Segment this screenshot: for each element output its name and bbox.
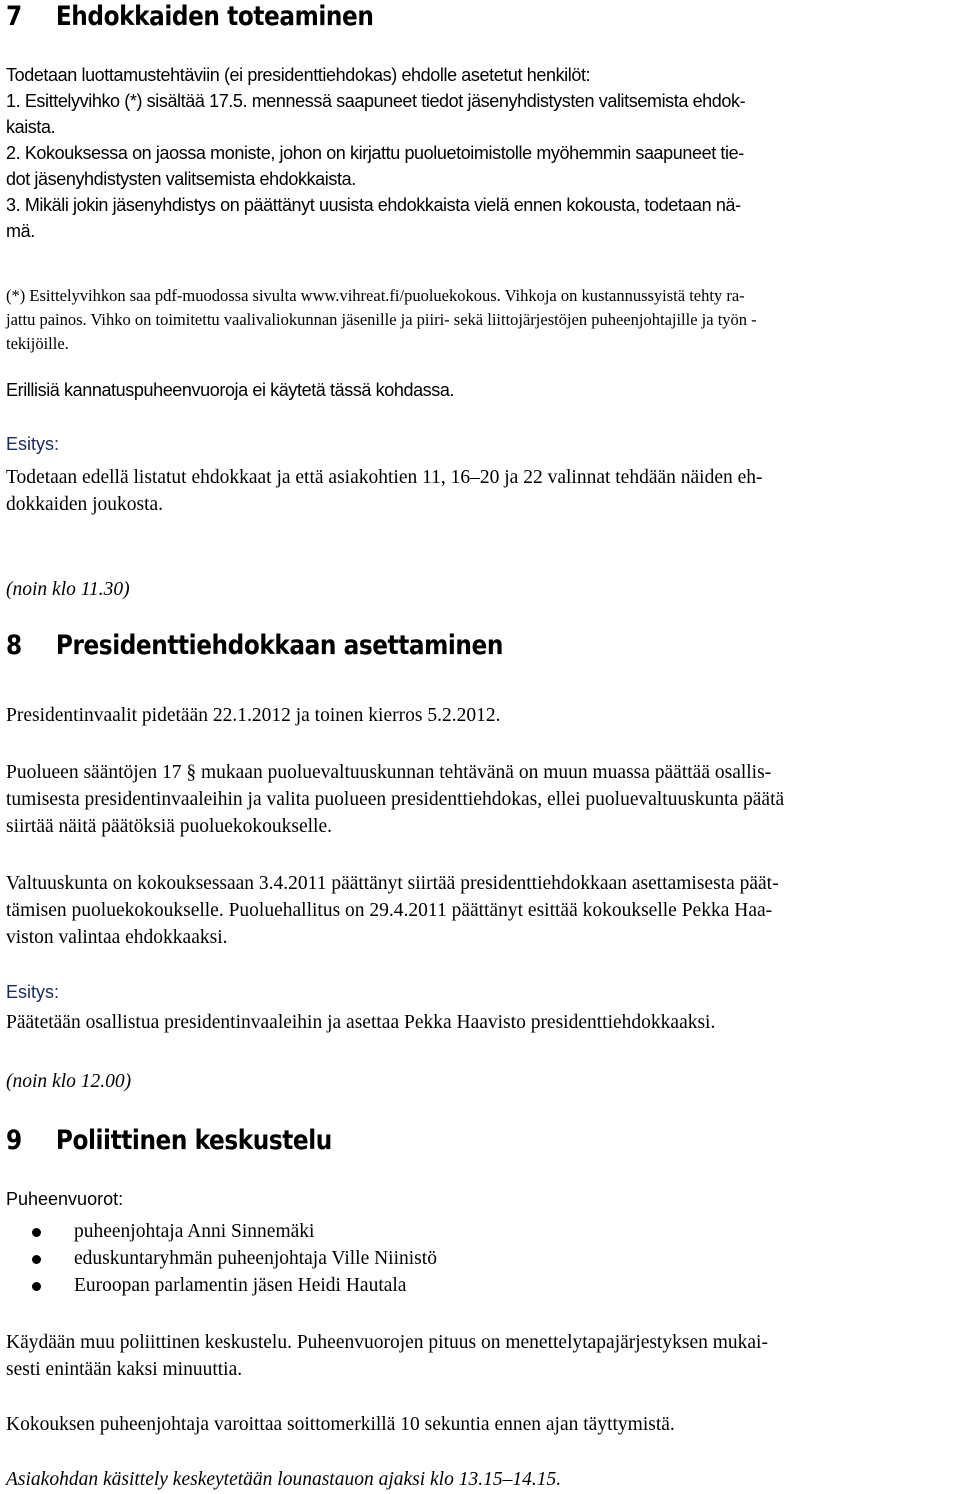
section-8-paragraph-1: Presidentinvaalit pidetään 22.1.2012 ja toinen kierros 5.2.2012.	[6, 705, 501, 726]
item-2-line-2: dot jäsenyhdistysten valitsemista ehdokkaista.	[6, 169, 356, 189]
no-support-note: Erillisiä kannatuspuheenvuoroja ei käytetä tässä kohdassa.	[6, 380, 455, 400]
list-item: Euroopan parlamentin jäsen Heidi Hautala	[6, 1272, 960, 1299]
section-7-proposal: Todetaan edellä listatut ehdokkaat ja että asiakohtien 11, 16–20 ja 22 valinnat tehdään näiden eh- dokkaiden joukosta.	[6, 467, 763, 515]
list-item: eduskuntaryhmän puheenjohtaja Ville Niinistö	[6, 1245, 960, 1272]
section-7-intro: Todetaan luottamustehtäviin (ei presidenttiehdokas) ehdolle asetetut henkilöt: 1. Esittelyvihko (*) sisältää 17.5. mennessä saapuneet tiedot jäsenyhdistysten valitsemista ehdok- kaista. 2. Kokouksessa on jaossa moniste, johon on kirjattu puoluetoimistolle myöhemmin saapuneet tie- dot jäsenyhdistysten valitsemista ehdokkaista. 3. Mikäli jokin jäsenyhdistys on päättänyt uusista ehdokkaista vielä ennen kokousta, todetaan nä- mä.	[6, 62, 960, 244]
section-9-paragraph-2: Kokouksen puheenjohtaja varoittaa soittomerkillä 10 sekuntia ennen ajan täyttymistä.	[6, 1414, 675, 1435]
list-item: puheenjohtaja Anni Sinnemäki	[6, 1218, 960, 1245]
section-8-title: Presidenttiehdokkaan asettaminen	[55, 630, 503, 661]
section-7-proposal-label: Esitys:	[6, 434, 60, 454]
section-8-time: (noin klo 12.00)	[6, 1071, 132, 1092]
item-2-line-1: 2. Kokouksessa on jaossa moniste, johon on kirjattu puoluetoimistolle myöhemmin saapuneet tie-	[6, 143, 744, 163]
item-1-line-1: 1. Esittelyvihko (*) sisältää 17.5. mennessä saapuneet tiedot jäsenyhdistysten valitsemista ehdok-	[6, 91, 746, 111]
bullet-icon	[32, 1228, 41, 1237]
bullet-icon	[32, 1255, 41, 1264]
section-7-number: 7	[6, 1, 22, 32]
section-7-heading	[6, 0, 826, 34]
section-9-paragraph-3: Asiakohdan käsittely keskeytetään lounastauon ajaksi klo 13.15–14.15.	[6, 1469, 562, 1490]
bullet-icon	[32, 1282, 41, 1291]
section-9-paragraph-1: Käydään muu poliittinen keskustelu. Puheenvuorojen pituus on menettelytapajärjestyksen mukai- sesti enintään kaksi minuuttia.	[6, 1332, 768, 1380]
section-8-paragraph-3: Valtuuskunta on kokouksessaan 3.4.2011 päättänyt siirtää presidenttiehdokkaan asettamisesta päät- tämisen puoluekokoukselle. Puoluehallitus on 29.4.2011 päättänyt esittää kokoukselle Pekka Haa- viston valintaa ehdokkaaksi.	[6, 873, 779, 948]
speeches-label: Puheenvuorot:	[6, 1189, 124, 1209]
section-8-paragraph-2: Puolueen sääntöjen 17 § mukaan puoluevaltuuskunnan tehtävänä on muun muassa päättää osallis- tumisesta presidentinvaaleihin ja valita puolueen presidenttiehdokas, ellei puoluevaltuuskunta päätä siirtää näitä päätöksiä puoluekokoukselle.	[6, 762, 785, 837]
speaker-list	[6, 1218, 960, 1299]
section-9-number: 9	[6, 1125, 22, 1156]
item-1-line-2: kaista.	[6, 117, 56, 137]
item-3-line-2: mä.	[6, 221, 35, 241]
section-9-title: Poliittinen keskustelu	[55, 1125, 332, 1156]
item-3-line-1: 3. Mikäli jokin jäsenyhdistys on päättänyt uusista ehdokkaista vielä ennen kokousta, todetaan nä-	[6, 195, 741, 215]
footnote: (*) Esittelyvihkon saa pdf-muodossa sivulta www.vihreat.fi/puoluekokous. Vihkoja on kustannussyistä tehty ra- jattu painos. Vihko on toimitettu vaalivaliokunnan jäsenille ja piiri- sekä liittojärjestöjen puheenjohtajille ja työn - tekijöille.	[6, 286, 757, 353]
section-7-time: (noin klo 11.30)	[6, 579, 130, 600]
section-8-proposal: Päätetään osallistua presidentinvaaleihin ja asettaa Pekka Haavisto presidenttiehdokkaaksi.	[6, 1012, 716, 1033]
section-8-proposal-label: Esitys:	[6, 982, 60, 1002]
section-7-title: Ehdokkaiden toteaminen	[55, 1, 374, 32]
section-9-heading	[6, 1124, 826, 1158]
section-8-number: 8	[6, 630, 22, 661]
section-8-heading	[6, 629, 826, 663]
